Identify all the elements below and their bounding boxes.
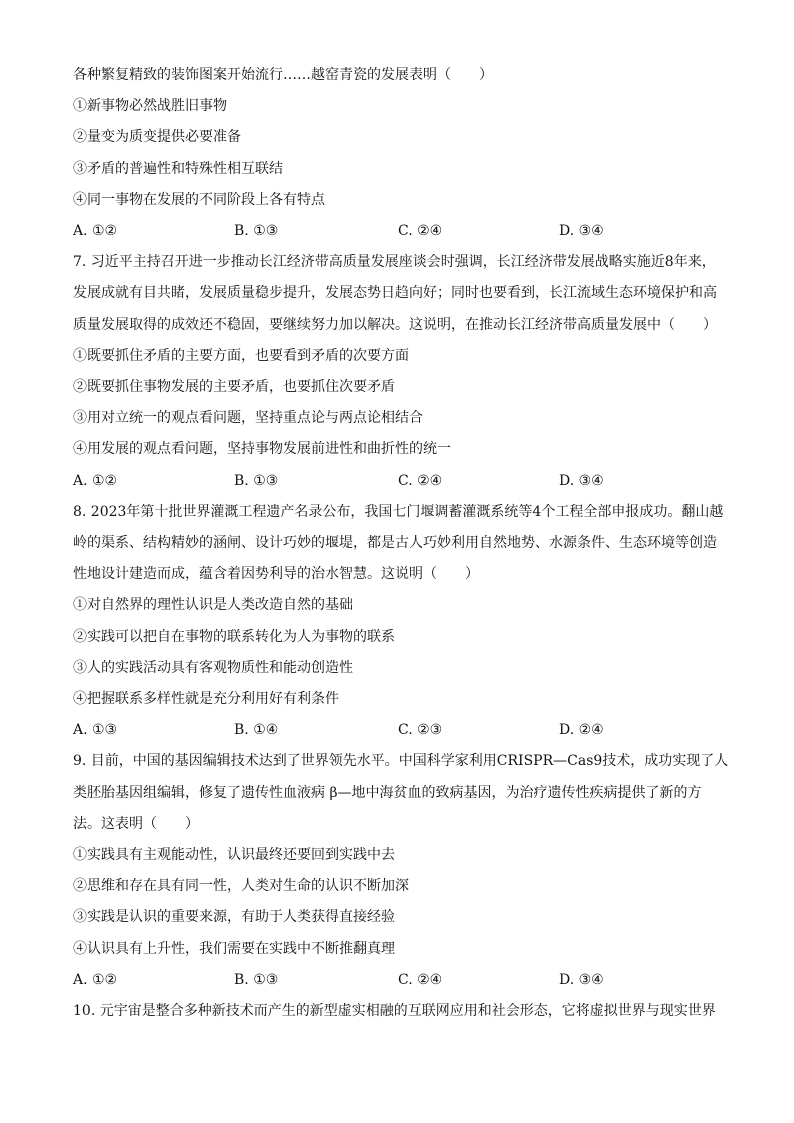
question-stem-line: 发展成就有目共睹，发展质量稳步提升，发展态势日趋向好；同时也要看到，长江流域生态环境保护和高 (73, 285, 717, 302)
choice-b: B. ①④ (234, 722, 279, 739)
choice-a: A. ①③ (73, 722, 118, 739)
answer-choices (73, 216, 723, 247)
option-statement: ③人的实践活动具有客观物质性和能动创造性 (73, 659, 353, 676)
answer-choices (73, 965, 723, 996)
choice-b: B. ①③ (234, 223, 279, 240)
question-stem-line: 岭的渠系、结构精妙的涵闸、设计巧妙的堰堤，都是古人巧妙利用自然地势、水源条件、生态环境等创造 (73, 535, 717, 552)
choice-d: D. ③④ (559, 223, 604, 240)
choice-a: A. ①② (73, 223, 118, 240)
answer-choices (73, 715, 723, 746)
option-statement: ①实践具有主观能动性，认识最终还要回到实践中去 (73, 847, 395, 864)
question-10 (73, 996, 723, 1027)
question-stem-line: 9. 目前，中国的基因编辑技术达到了世界领先水平。中国科学家利用CRISPR—Cas9技术，成功实现了人 (73, 753, 729, 770)
choice-d: D. ③④ (559, 472, 604, 489)
choice-b: B. ①③ (234, 472, 279, 489)
option-statement: ④把握联系多样性就是充分利用好有利条件 (73, 691, 339, 708)
question-stem-line: 法。这表明（ ） (73, 815, 199, 832)
question-stem-line: 7. 习近平主持召开进一步推动长江经济带高质量发展座谈会时强调，长江经济带发展战略实施近8年来， (73, 254, 716, 271)
question-9 (73, 746, 729, 996)
option-statement: ③用对立统一的观点看问题，坚持重点论与两点论相结合 (73, 410, 423, 427)
option-statement: ②思维和存在具有同一性，人类对生命的认识不断加深 (73, 878, 409, 895)
option-statement: ④认识具有上升性，我们需要在实践中不断推翻真理 (73, 940, 395, 957)
option-statement: ④同一事物在发展的不同阶段上各有特点 (73, 191, 325, 208)
choice-b: B. ①③ (234, 971, 279, 988)
choice-d: D. ②④ (559, 722, 604, 739)
choice-d: D. ③④ (559, 971, 604, 988)
question-stem-line: 10. 元宇宙是整合多种新技术而产生的新型虚实相融的互联网应用和社会形态，它将虚拟世界与现实世界 (73, 1003, 716, 1020)
choice-c: C. ②④ (398, 472, 443, 489)
answer-choices (73, 466, 723, 497)
question-stem-line: 质量发展取得的成效还不稳固，要继续努力加以解决。这说明，在推动长江经济带高质量发展中（ ） (73, 316, 717, 333)
choice-c: C. ②④ (398, 971, 443, 988)
option-statement: ②既要抓住事物发展的主要矛盾，也要抓住次要矛盾 (73, 379, 395, 396)
option-statement: ③矛盾的普遍性和特殊性相互联结 (73, 160, 283, 177)
question-7 (73, 247, 723, 497)
question-stem-line: 类胚胎基因组编辑，修复了遗传性血液病 β—地中海贫血的致病基因，为治疗遗传性疾病提供了新的方 (73, 784, 702, 801)
option-statement: ②量变为质变提供必要准备 (73, 129, 241, 146)
exam-page (73, 60, 729, 1027)
option-statement: ③实践是认识的重要来源，有助于人类获得直接经验 (73, 909, 395, 926)
choice-c: C. ②④ (398, 223, 443, 240)
question-6 (73, 60, 723, 247)
option-statement: ④用发展的观点看问题，坚持事物发展前进性和曲折性的统一 (73, 441, 451, 458)
option-statement: ①既要抓住矛盾的主要方面，也要看到矛盾的次要方面 (73, 347, 409, 364)
choice-a: A. ①② (73, 472, 118, 489)
option-statement: ②实践可以把自在事物的联系转化为人为事物的联系 (73, 628, 395, 645)
question-stem: 各种繁复精致的装饰图案开始流行……越窑青瓷的发展表明（ ） (73, 67, 493, 83)
question-8 (73, 497, 723, 747)
choice-a: A. ①② (73, 971, 118, 988)
choice-c: C. ②③ (398, 722, 443, 739)
option-statement: ①对自然界的理性认识是人类改造自然的基础 (73, 597, 353, 614)
question-stem-line: 8. 2023年第十批世界灌溉工程遗产名录公布，我国七门堰调蓄灌溉系统等4个工程全部申报成功。翻山越 (73, 503, 724, 520)
option-statement: ①新事物必然战胜旧事物 (73, 98, 227, 115)
question-stem-line: 性地设计建造而成，蕴含着因势利导的治水智慧。这说明（ ） (73, 566, 479, 583)
